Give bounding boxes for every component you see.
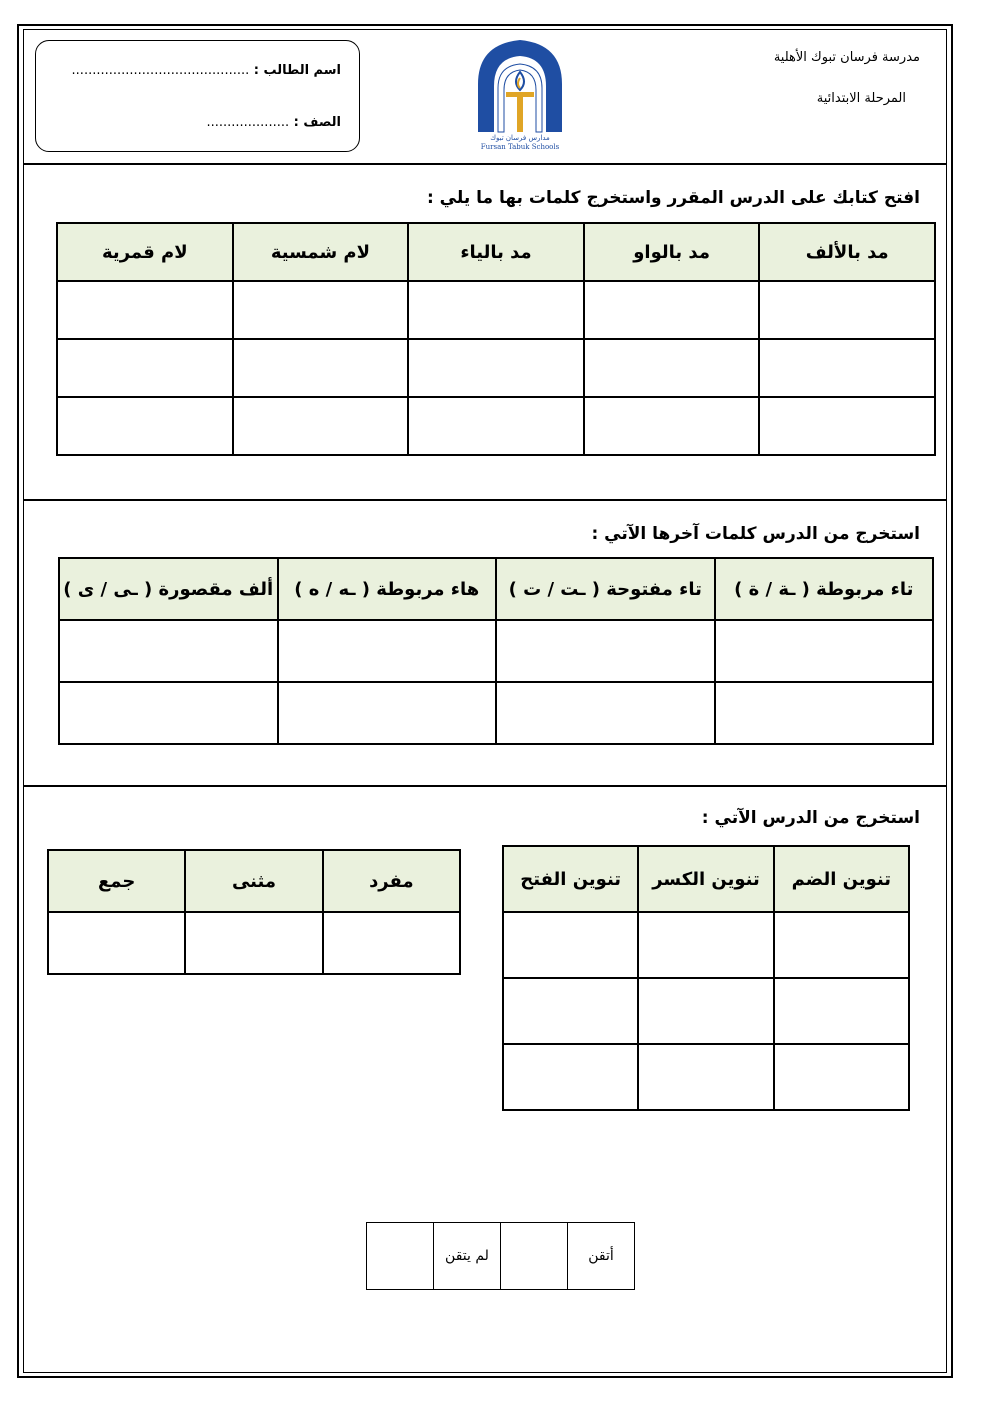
divider xyxy=(23,499,947,501)
rating-table xyxy=(366,1222,635,1290)
rating-mastered-label: أتقن xyxy=(568,1223,635,1290)
answer-cell[interactable] xyxy=(503,1044,638,1110)
answer-cell[interactable] xyxy=(774,978,909,1044)
student-name-field[interactable] xyxy=(72,63,341,78)
rating-mastered-box[interactable] xyxy=(501,1223,568,1290)
answer-cell[interactable] xyxy=(233,281,409,339)
section1-table xyxy=(56,222,936,456)
answer-cell[interactable] xyxy=(233,397,409,455)
section3-title: استخرج من الدرس الآتي : xyxy=(701,808,920,828)
answer-cell[interactable] xyxy=(584,339,760,397)
col-taa-maftuha: تاء مفتوحة ( ـت / ت ) xyxy=(496,558,715,620)
logo-text-ar: مدارس فرسان تبوك xyxy=(490,134,550,142)
class-field[interactable] xyxy=(206,115,341,130)
col-mufrad: مفرد xyxy=(323,850,460,912)
divider xyxy=(23,785,947,787)
school-stage: المرحلة الابتدائية xyxy=(816,91,906,106)
class-label: الصف : xyxy=(293,115,341,130)
answer-cell[interactable] xyxy=(408,339,584,397)
divider xyxy=(23,163,947,165)
col-madd-alif: مد بالألف xyxy=(759,223,935,281)
answer-cell[interactable] xyxy=(185,912,322,974)
answer-cell[interactable] xyxy=(57,397,233,455)
answer-cell[interactable] xyxy=(408,397,584,455)
answer-cell[interactable] xyxy=(59,682,278,744)
answer-cell[interactable] xyxy=(638,978,773,1044)
answer-cell[interactable] xyxy=(584,397,760,455)
col-madd-waw: مد بالواو xyxy=(584,223,760,281)
answer-cell[interactable] xyxy=(584,281,760,339)
student-name-dots: ........................................... xyxy=(71,63,250,78)
answer-cell[interactable] xyxy=(496,620,715,682)
answer-cell[interactable] xyxy=(496,682,715,744)
tanween-table xyxy=(502,845,910,1111)
section2-title: استخرج من الدرس كلمات آخرها الآتي : xyxy=(591,524,920,544)
col-alif-maqsura: ألف مقصورة ( ـى / ى ) xyxy=(59,558,278,620)
answer-cell[interactable] xyxy=(774,1044,909,1110)
col-lam-shamsia: لام شمسية xyxy=(233,223,409,281)
number-table xyxy=(47,849,461,975)
col-taa-marbuta: تاء مربوطة ( ـة / ة ) xyxy=(715,558,934,620)
answer-cell[interactable] xyxy=(323,912,460,974)
answer-cell[interactable] xyxy=(278,682,497,744)
answer-cell[interactable] xyxy=(715,620,934,682)
school-logo xyxy=(470,36,570,152)
answer-cell[interactable] xyxy=(715,682,934,744)
col-madd-ya: مد بالياء xyxy=(408,223,584,281)
col-jam: جمع xyxy=(48,850,185,912)
answer-cell[interactable] xyxy=(408,281,584,339)
answer-cell[interactable] xyxy=(759,281,935,339)
answer-cell[interactable] xyxy=(503,978,638,1044)
answer-cell[interactable] xyxy=(638,1044,773,1110)
student-info-box xyxy=(35,40,360,152)
col-tanween-kasr: تنوين الكسر xyxy=(638,846,773,912)
answer-cell[interactable] xyxy=(774,912,909,978)
rating-not-mastered-box[interactable] xyxy=(367,1223,434,1290)
col-haa-marbuta: هاء مربوطة ( ـه / ه ) xyxy=(278,558,497,620)
col-lam-qamaria: لام قمرية xyxy=(57,223,233,281)
answer-cell[interactable] xyxy=(503,912,638,978)
section1-title: افتح كتابك على الدرس المقرر واستخرج كلمات بها ما يلي : xyxy=(426,188,920,208)
section2-table xyxy=(58,557,934,745)
answer-cell[interactable] xyxy=(48,912,185,974)
answer-cell[interactable] xyxy=(759,339,935,397)
answer-cell[interactable] xyxy=(759,397,935,455)
answer-cell[interactable] xyxy=(233,339,409,397)
student-name-label: اسم الطالب : xyxy=(253,63,341,78)
logo-text-en: Fursan Tabuk Schools xyxy=(480,143,560,151)
col-muthanna: مثنى xyxy=(185,850,322,912)
answer-cell[interactable] xyxy=(638,912,773,978)
answer-cell[interactable] xyxy=(59,620,278,682)
answer-cell[interactable] xyxy=(278,620,497,682)
col-tanween-fath: تنوين الفتح xyxy=(503,846,638,912)
col-tanween-damm: تنوين الضم xyxy=(774,846,909,912)
rating-not-mastered-label: لم يتقن xyxy=(434,1223,501,1290)
answer-cell[interactable] xyxy=(57,281,233,339)
answer-cell[interactable] xyxy=(57,339,233,397)
school-name: مدرسة فرسان تبوك الأهلية xyxy=(773,50,920,65)
class-dots: .................... xyxy=(206,115,290,130)
